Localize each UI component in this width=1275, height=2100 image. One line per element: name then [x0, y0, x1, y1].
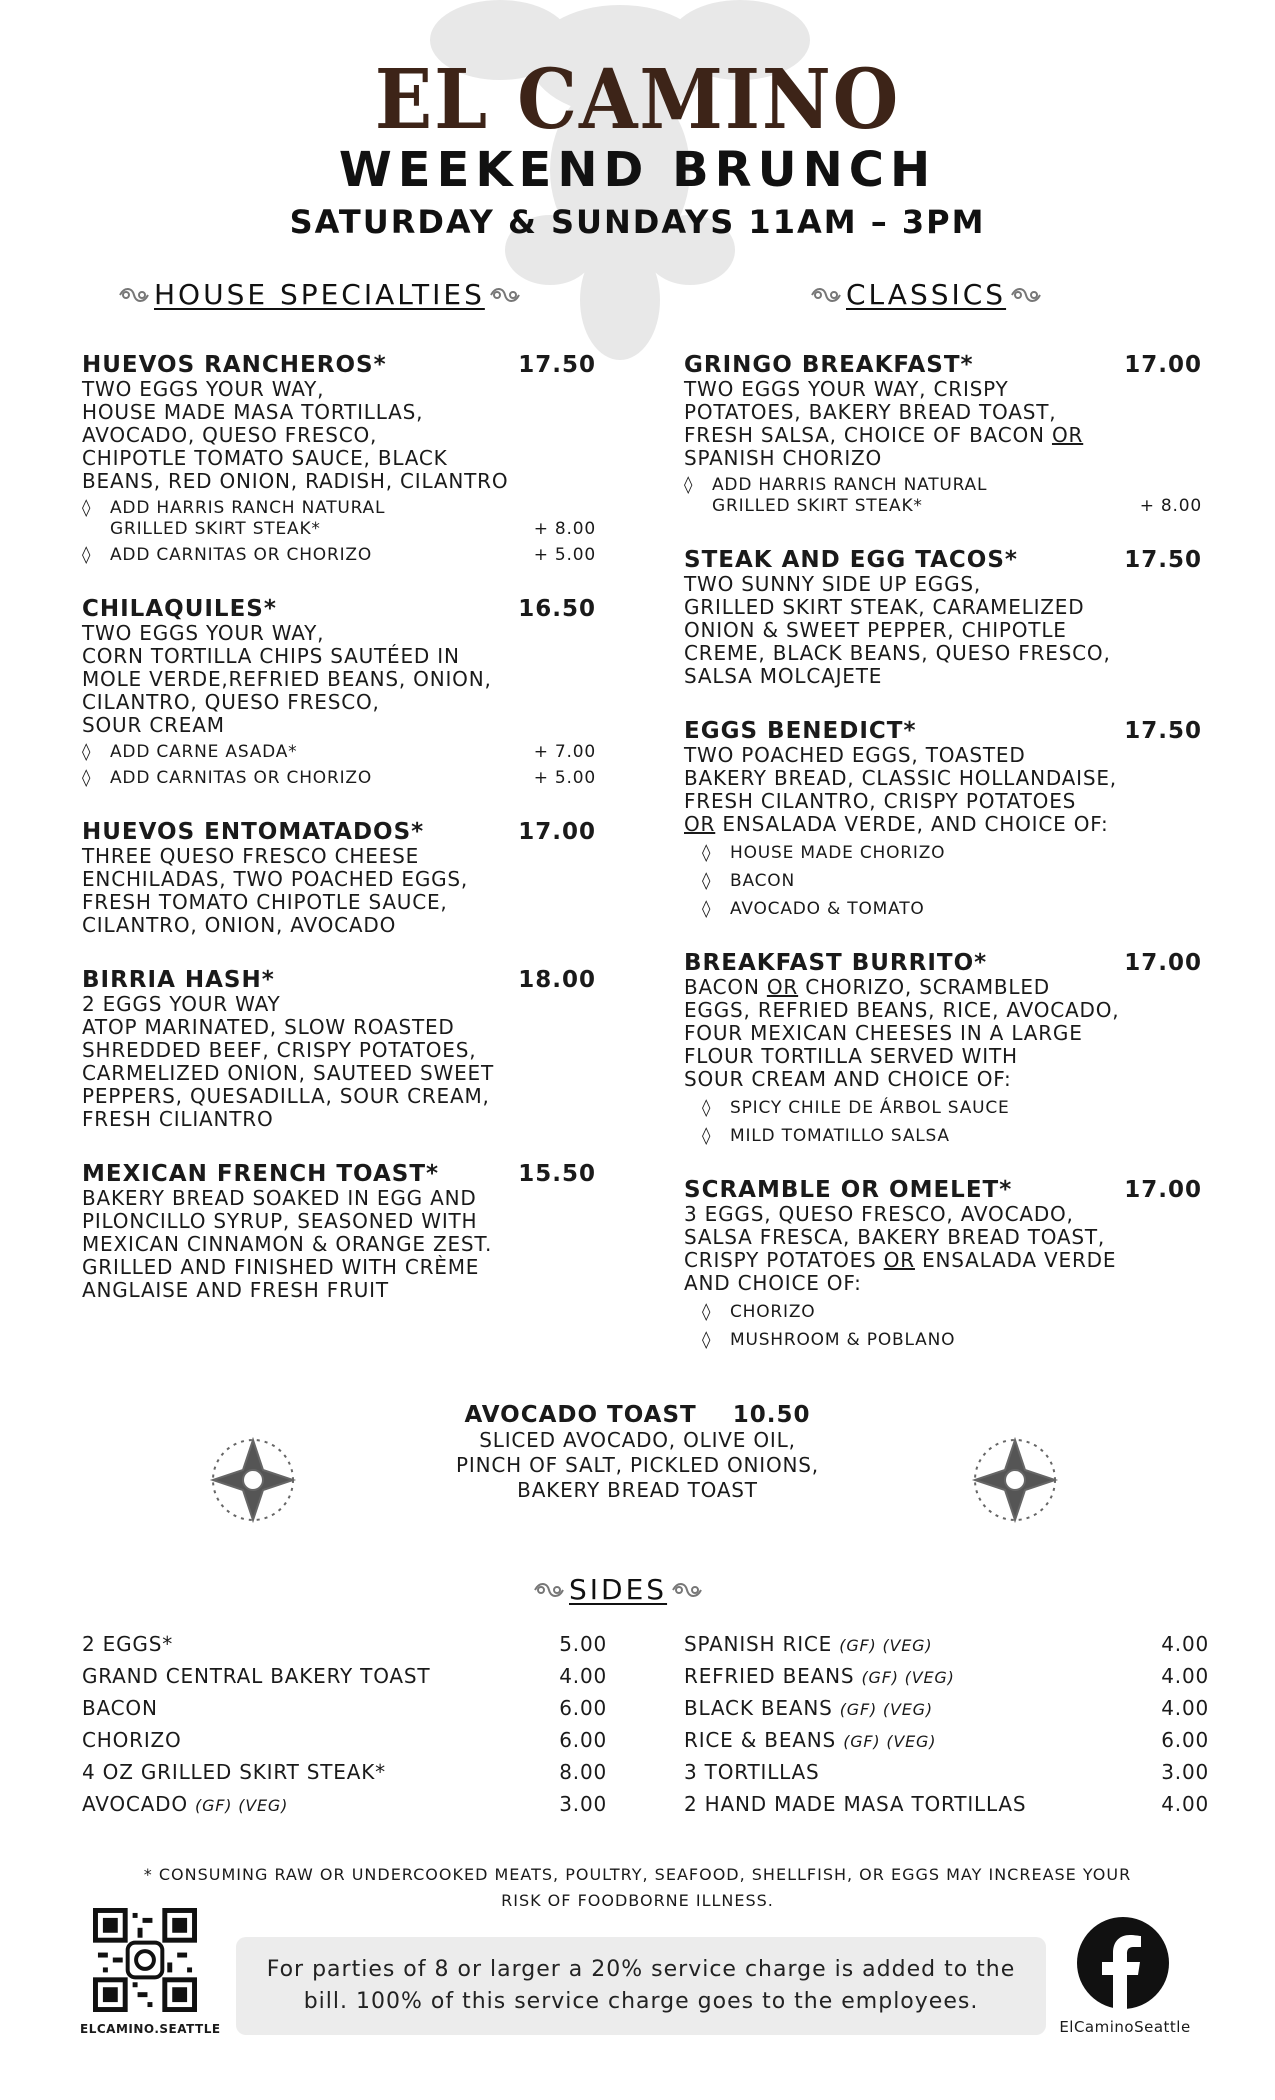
item-name: STEAK AND EGG TACOS*	[684, 547, 1018, 573]
item-price: 17.50	[1124, 718, 1202, 744]
item-header	[684, 547, 1202, 573]
add-on-label	[110, 742, 534, 763]
diamond-bullet-icon: ◊	[82, 545, 92, 565]
side-name-text: BACON	[82, 1696, 158, 1720]
choice-label: BACON	[730, 871, 795, 891]
item-price: 17.50	[518, 352, 596, 378]
side-item	[684, 1756, 1209, 1788]
item-name: GRINGO BREAKFAST*	[684, 352, 974, 378]
allergen-disclaimer	[80, 1862, 1195, 1914]
side-name-text: RICE & BEANS	[684, 1728, 837, 1752]
diet-tag: (GF) (VEG)	[843, 1732, 937, 1751]
choice-label: MILD TOMATILLO SALSA	[730, 1126, 950, 1146]
item-desc-line: AVOCADO, QUESO FRESCO,	[82, 423, 378, 447]
item-desc-line: THREE QUESO FRESCO CHEESE	[82, 844, 420, 868]
add-on-option	[82, 768, 596, 789]
item-price: 17.00	[518, 819, 596, 845]
diamond-bullet-icon: ◊	[702, 1330, 712, 1350]
menu-item	[684, 547, 1202, 688]
flourish-icon	[810, 285, 842, 305]
add-on-label	[110, 768, 534, 789]
item-header	[82, 596, 596, 622]
side-name-text: 2 EGGS*	[82, 1632, 174, 1656]
item-name: AVOCADO TOAST 10.50	[464, 1402, 811, 1428]
side-name-text: AVOCADO	[82, 1792, 188, 1816]
diamond-bullet-icon: ◊	[702, 843, 712, 863]
side-name-text: 4 OZ GRILLED SKIRT STEAK*	[82, 1760, 386, 1784]
item-header	[82, 1161, 596, 1187]
choice-label: AVOCADO & TOMATO	[730, 899, 925, 919]
side-name-text: BLACK BEANS	[684, 1696, 833, 1720]
avocado-toast-item	[400, 1402, 875, 1503]
side-price: 4.00	[1161, 1664, 1209, 1688]
menu-item	[82, 352, 596, 566]
item-header	[684, 352, 1202, 378]
side-item	[82, 1724, 607, 1756]
item-header	[82, 352, 596, 378]
item-header	[82, 967, 596, 993]
side-price: 4.00	[1161, 1632, 1209, 1656]
sides-list-left	[82, 1628, 607, 1820]
flourish-icon	[489, 285, 521, 305]
add-on-line: ADD CARNE ASADA*	[110, 742, 298, 762]
item-name: MEXICAN FRENCH TOAST*	[82, 1161, 440, 1187]
side-price: 8.00	[559, 1760, 607, 1784]
side-item	[684, 1724, 1209, 1756]
item-desc-line: CARMELIZED ONION, SAUTEED SWEET	[82, 1061, 494, 1085]
item-name: BIRRIA HASH*	[82, 967, 275, 993]
side-name	[82, 1724, 182, 1756]
item-header	[684, 950, 1202, 976]
menu-item	[684, 352, 1202, 517]
choice-option	[684, 843, 1202, 864]
add-on-line: GRILLED SKIRT STEAK*	[110, 519, 321, 539]
house-specialties-heading	[118, 278, 521, 311]
side-item	[684, 1692, 1209, 1724]
side-name	[82, 1756, 386, 1788]
add-on-option	[684, 475, 1202, 517]
flourish-icon	[671, 1580, 703, 1600]
section-label: CLASSICS	[846, 278, 1007, 311]
side-name-text: SPANISH RICE	[684, 1632, 833, 1656]
item-desc-line: ANGLAISE AND FRESH FRUIT	[82, 1278, 389, 1302]
item-desc-line: FRESH TOMATO CHIPOTLE SAUCE,	[82, 890, 448, 914]
medallion-icon	[960, 1425, 1070, 1535]
item-desc: TWO POACHED EGGS, TOASTED BAKERY BREAD, CLASSIC HOLLANDAISE, FRESH CILANTRO, CRISPY POTATOES OR ENSALADA VERDE, AND CHOICE OF:	[684, 743, 1117, 836]
menu-item	[684, 950, 1202, 1147]
item-desc-line: TWO EGGS YOUR WAY,	[82, 377, 325, 401]
facebook-handle: ElCaminoSeattle	[1059, 2018, 1191, 2036]
item-desc-line: TWO EGGS YOUR WAY,	[82, 621, 325, 645]
facebook-icon[interactable]	[1075, 1915, 1171, 2011]
house-specialties-list	[82, 352, 596, 1332]
choice-option	[684, 899, 1202, 920]
add-on-price: + 5.00	[533, 768, 596, 788]
item-desc-line: GRILLED AND FINISHED WITH CRÈME	[82, 1255, 480, 1279]
menu-item	[82, 596, 596, 789]
instagram-handle: ELCAMINO.SEATTLE	[80, 2022, 221, 2036]
side-name	[684, 1692, 933, 1724]
side-item	[82, 1756, 607, 1788]
classics-heading	[810, 278, 1042, 311]
diamond-bullet-icon: ◊	[684, 475, 694, 495]
diet-tag: (GF) (VEG)	[195, 1796, 289, 1815]
side-name-text: REFRIED BEANS	[684, 1664, 855, 1688]
item-desc: TWO SUNNY SIDE UP EGGS, GRILLED SKIRT STEAK, CARAMELIZED ONION & SWEET PEPPER, CHIPOTLE CREME, BLACK BEANS, QUESO FRESCO, SALSA MOLCAJETE	[684, 572, 1111, 688]
item-desc-line: ENCHILADAS, TWO POACHED EGGS,	[82, 867, 469, 891]
side-price: 4.00	[559, 1664, 607, 1688]
item-desc: 3 EGGS, QUESO FRESCO, AVOCADO, SALSA FRESCA, BAKERY BREAD TOAST, CRISPY POTATOES OR ENSALADA VERDE AND CHOICE OF:	[684, 1202, 1117, 1295]
side-item	[82, 1660, 607, 1692]
diamond-bullet-icon: ◊	[702, 1098, 712, 1118]
add-on-option	[82, 742, 596, 763]
choice-label: SPICY CHILE DE ÁRBOL SAUCE	[730, 1098, 1010, 1118]
item-name: SCRAMBLE OR OMELET*	[684, 1177, 1013, 1203]
diamond-bullet-icon: ◊	[702, 1126, 712, 1146]
diet-tag: (GF) (VEG)	[861, 1668, 955, 1687]
menu-item	[82, 967, 596, 1131]
choice-option	[684, 871, 1202, 892]
item-header	[684, 718, 1202, 744]
note-line: For parties of 8 or larger a 20% service charge is added to the	[266, 1957, 1016, 1982]
side-price: 6.00	[559, 1728, 607, 1752]
add-on-line: ADD CARNITAS OR CHORIZO	[110, 545, 373, 565]
choice-option	[684, 1098, 1202, 1119]
add-on-price: + 8.00	[533, 519, 596, 539]
item-desc-line: MEXICAN CINNAMON & ORANGE ZEST.	[82, 1232, 493, 1256]
section-label: HOUSE SPECIALTIES	[154, 278, 485, 311]
choice-label: HOUSE MADE CHORIZO	[730, 843, 946, 863]
side-price: 6.00	[1161, 1728, 1209, 1752]
side-item	[82, 1788, 607, 1820]
note-line: bill. 100% of this service charge goes to the employees.	[303, 1989, 979, 2014]
item-name: HUEVOS ENTOMATADOS*	[82, 819, 425, 845]
choice-option	[684, 1330, 1202, 1351]
item-name: CHILAQUILES*	[82, 596, 277, 622]
item-name: HUEVOS RANCHEROS*	[82, 352, 387, 378]
side-name-text: 3 TORTILLAS	[684, 1760, 820, 1784]
item-desc-line: SHREDDED BEEF, CRISPY POTATOES,	[82, 1038, 477, 1062]
side-name	[684, 1724, 936, 1756]
choice-label: MUSHROOM & POBLANO	[730, 1330, 956, 1350]
add-on-line: ADD HARRIS RANCH NATURAL	[712, 475, 988, 495]
menu-item	[82, 1161, 596, 1302]
item-price: 15.50	[518, 1161, 596, 1187]
side-item	[82, 1628, 607, 1660]
side-price: 4.00	[1161, 1696, 1209, 1720]
side-name	[684, 1660, 955, 1692]
item-price: 17.50	[1124, 547, 1202, 573]
diet-tag: (GF) (VEG)	[839, 1700, 933, 1719]
side-item	[684, 1660, 1209, 1692]
add-on-price: + 5.00	[533, 545, 596, 565]
item-desc-line: CORN TORTILLA CHIPS SAUTÉED IN	[82, 644, 460, 668]
item-header	[684, 1177, 1202, 1203]
side-name	[684, 1788, 1026, 1820]
flourish-icon	[1010, 285, 1042, 305]
item-name: EGGS BENEDICT*	[684, 718, 917, 744]
add-on-price: + 7.00	[533, 742, 596, 762]
item-desc-line: MOLE VERDE,REFRIED BEANS, ONION,	[82, 667, 492, 691]
diamond-bullet-icon: ◊	[82, 498, 92, 518]
side-name	[82, 1628, 173, 1660]
choice-option	[684, 1126, 1202, 1147]
side-price: 3.00	[559, 1792, 607, 1816]
side-name-text: CHORIZO	[82, 1728, 182, 1752]
item-desc-line: SLICED AVOCADO, OLIVE OIL,	[479, 1428, 796, 1452]
menu-item	[684, 718, 1202, 920]
item-desc-line: ATOP MARINATED, SLOW ROASTED	[82, 1015, 455, 1039]
add-on-label	[110, 498, 534, 540]
menu-item	[82, 819, 596, 937]
add-on-price: + 8.00	[1139, 496, 1202, 516]
diamond-bullet-icon: ◊	[702, 899, 712, 919]
side-item	[684, 1788, 1209, 1820]
side-name	[82, 1692, 158, 1724]
side-name-text: 2 HAND MADE MASA TORTILLAS	[684, 1792, 1027, 1816]
disclaimer-line: RISK OF FOODBORNE ILLNESS.	[501, 1891, 774, 1910]
item-price: 16.50	[518, 596, 596, 622]
item-price: 17.00	[1124, 352, 1202, 378]
side-name	[684, 1628, 932, 1660]
item-desc-line: SOUR CREAM	[82, 713, 225, 737]
add-on-label	[712, 475, 1140, 517]
medallion-icon	[198, 1425, 308, 1535]
item-price: 17.00	[1124, 1177, 1202, 1203]
item-price: 10.50	[732, 1402, 811, 1428]
item-desc-line: CILANTRO, ONION, AVOCADO	[82, 913, 397, 937]
diamond-bullet-icon: ◊	[702, 871, 712, 891]
disclaimer-line: * CONSUMING RAW OR UNDERCOOKED MEATS, POULTRY, SEAFOOD, SHELLFISH, OR EGGS MAY INCREASE YOUR	[143, 1865, 1132, 1884]
sides-list-right	[684, 1628, 1209, 1820]
qr-code-icon[interactable]	[93, 1908, 197, 2012]
item-header	[82, 819, 596, 845]
side-name-text: GRAND CENTRAL BAKERY TOAST	[82, 1664, 431, 1688]
side-price: 3.00	[1161, 1760, 1209, 1784]
item-desc-line: CHIPOTLE TOMATO SAUCE, BLACK	[82, 446, 448, 470]
item-desc-line: 2 EGGS YOUR WAY	[82, 992, 281, 1016]
side-name	[684, 1756, 820, 1788]
item-desc-line: BEANS, RED ONION, RADISH, CILANTRO	[82, 469, 509, 493]
item-name: BREAKFAST BURRITO*	[684, 950, 988, 976]
diamond-bullet-icon: ◊	[82, 742, 92, 762]
side-item	[684, 1628, 1209, 1660]
add-on-line: ADD CARNITAS OR CHORIZO	[110, 768, 373, 788]
item-desc-line: PILONCILLO SYRUP, SEASONED WITH	[82, 1209, 478, 1233]
side-item	[82, 1692, 607, 1724]
item-desc-line: BAKERY BREAD TOAST	[517, 1478, 758, 1502]
instagram-icon	[128, 1943, 163, 1978]
flourish-icon	[533, 1580, 565, 1600]
menu-item	[684, 1177, 1202, 1351]
add-on-label	[110, 545, 534, 566]
menu-hours: SATURDAY & SUNDAYS 11AM – 3PM	[289, 203, 986, 241]
brand-logo: EL CAMINO	[374, 52, 901, 148]
diet-tag: (GF) (VEG)	[839, 1636, 933, 1655]
item-desc: BACON OR CHORIZO, SCRAMBLED EGGS, REFRIED BEANS, RICE, AVOCADO, FOUR MEXICAN CHEESES IN A LARGE FLOUR TORTILLA SERVED WITH SOUR CREAM AND CHOICE OF:	[684, 975, 1120, 1091]
item-desc-line: FRESH CILIANTRO	[82, 1107, 274, 1131]
item-price: 18.00	[518, 967, 596, 993]
item-desc-line: CILANTRO, QUESO FRESCO,	[82, 690, 380, 714]
flourish-icon	[118, 285, 150, 305]
section-label: SIDES	[569, 1573, 668, 1606]
diamond-bullet-icon: ◊	[702, 1302, 712, 1322]
side-price: 4.00	[1161, 1792, 1209, 1816]
choice-option	[684, 1302, 1202, 1323]
side-name	[82, 1660, 430, 1692]
add-on-line: GRILLED SKIRT STEAK*	[712, 496, 923, 516]
item-desc: TWO EGGS YOUR WAY, CRISPY POTATOES, BAKERY BREAD TOAST, FRESH SALSA, CHOICE OF BACON OR SPANISH CHORIZO	[684, 377, 1084, 470]
add-on-line: ADD HARRIS RANCH NATURAL	[110, 498, 386, 518]
add-on-option	[82, 545, 596, 566]
service-charge-note	[236, 1937, 1046, 2035]
item-desc-line: PINCH OF SALT, PICKLED ONIONS,	[456, 1453, 819, 1477]
item-desc-line: PEPPERS, QUESADILLA, SOUR CREAM,	[82, 1084, 490, 1108]
diamond-bullet-icon: ◊	[82, 768, 92, 788]
item-price: 17.00	[1124, 950, 1202, 976]
sides-heading	[533, 1573, 703, 1606]
add-on-option	[82, 498, 596, 540]
side-price: 6.00	[559, 1696, 607, 1720]
classics-list	[684, 352, 1202, 1381]
side-price: 5.00	[559, 1632, 607, 1656]
side-name	[82, 1788, 288, 1820]
choice-label: CHORIZO	[730, 1302, 816, 1322]
item-desc-line: BAKERY BREAD SOAKED IN EGG AND	[82, 1186, 477, 1210]
item-desc-line: HOUSE MADE MASA TORTILLAS,	[82, 400, 424, 424]
menu-title: WEEKEND BRUNCH	[338, 142, 937, 198]
